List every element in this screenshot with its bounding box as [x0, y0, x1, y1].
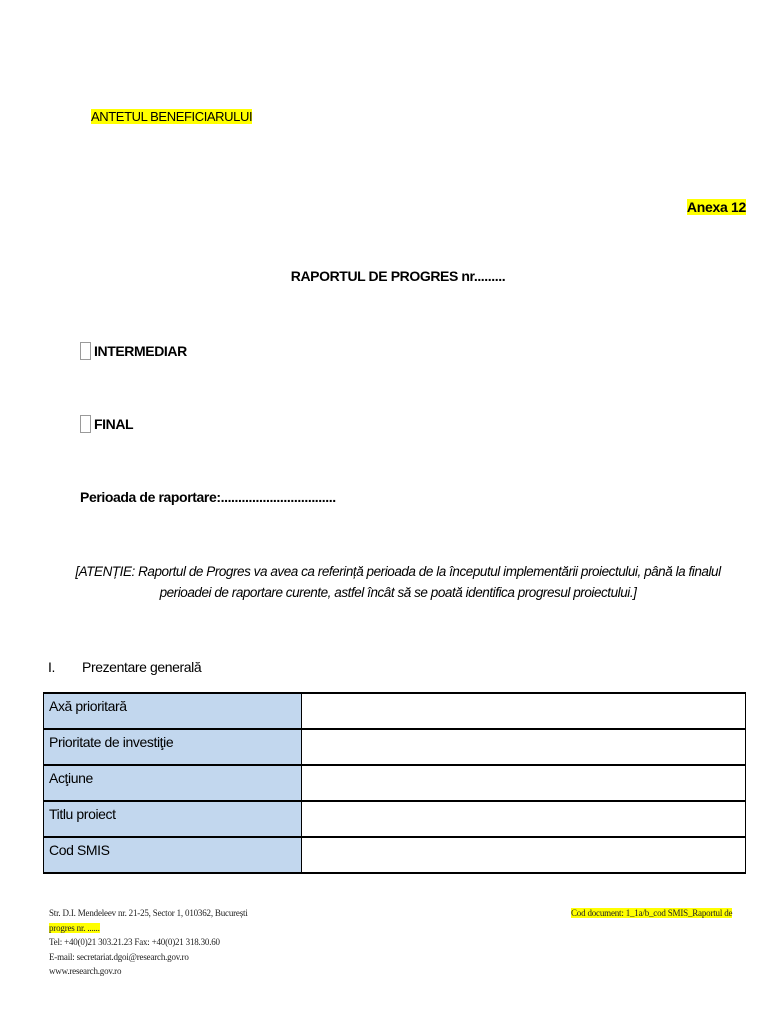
final-label: FINAL — [94, 416, 134, 432]
footer-address: Str. D.I. Mendeleev nr. 21-25, Sector 1, 010362, București — [49, 908, 248, 918]
row-label: Titlu proiect — [44, 801, 302, 837]
document-title: RAPORTUL DE PROGRES nr......... — [290, 268, 506, 284]
row-label: Acţiune — [44, 765, 302, 801]
footer-doc-name-cont — [49, 921, 349, 936]
footer-email: E-mail: secretariat.dgoi@research.gov.ro — [49, 951, 189, 962]
row-value-field[interactable] — [302, 729, 746, 765]
beneficiary-header-placeholder — [91, 108, 252, 125]
option-intermediar[interactable] — [80, 342, 187, 360]
table-row — [44, 765, 746, 801]
annex-label — [687, 198, 746, 217]
row-value-field[interactable] — [302, 765, 746, 801]
attention-note: [ATENȚIE: Raportul de Progres va avea ca referință perioada de la începutul implementării proiectului, până la finalul perioadei de raportare curente, astfel încât să se poată identifica progresul proiectului.] — [75, 564, 721, 600]
reporting-period: Perioada de raportare:................................. — [80, 489, 336, 505]
beneficiary-header-text: ANTETUL BENEFICIARULUI — [91, 109, 253, 124]
row-label: Cod SMIS — [44, 837, 302, 873]
section-heading — [48, 659, 201, 675]
annex-text: Anexa 12 — [686, 199, 746, 215]
footer-doc-name-text: progres nr. ...... — [49, 922, 100, 933]
footer-website: www.research.gov.ro — [49, 966, 122, 976]
final-checkbox[interactable] — [80, 415, 91, 433]
footer-phone-fax: Tel: +40(0)21 303.21.23 Fax: +40(0)21 318.30.60 — [49, 937, 220, 947]
row-value-field[interactable] — [302, 837, 746, 873]
row-value-field[interactable] — [302, 801, 746, 837]
row-value-field[interactable] — [302, 693, 746, 729]
general-info-table — [43, 692, 746, 874]
section-number: I. — [48, 659, 55, 675]
table-row — [44, 837, 746, 873]
intermediar-label: INTERMEDIAR — [94, 343, 187, 359]
option-final[interactable] — [80, 415, 133, 433]
row-label: Axă prioritară — [44, 693, 302, 729]
footer-contact — [49, 906, 349, 979]
intermediar-checkbox[interactable] — [80, 342, 91, 360]
section-title: Prezentare generală — [82, 659, 202, 675]
table-row — [44, 693, 746, 729]
table-row — [44, 801, 746, 837]
footer-doc-code — [571, 906, 732, 921]
row-label: Prioritate de investiţie — [44, 729, 302, 765]
table-row — [44, 729, 746, 765]
footer-doc-code-text: Cod document: 1_1a/b_cod SMIS_Raportul de — [571, 908, 733, 918]
